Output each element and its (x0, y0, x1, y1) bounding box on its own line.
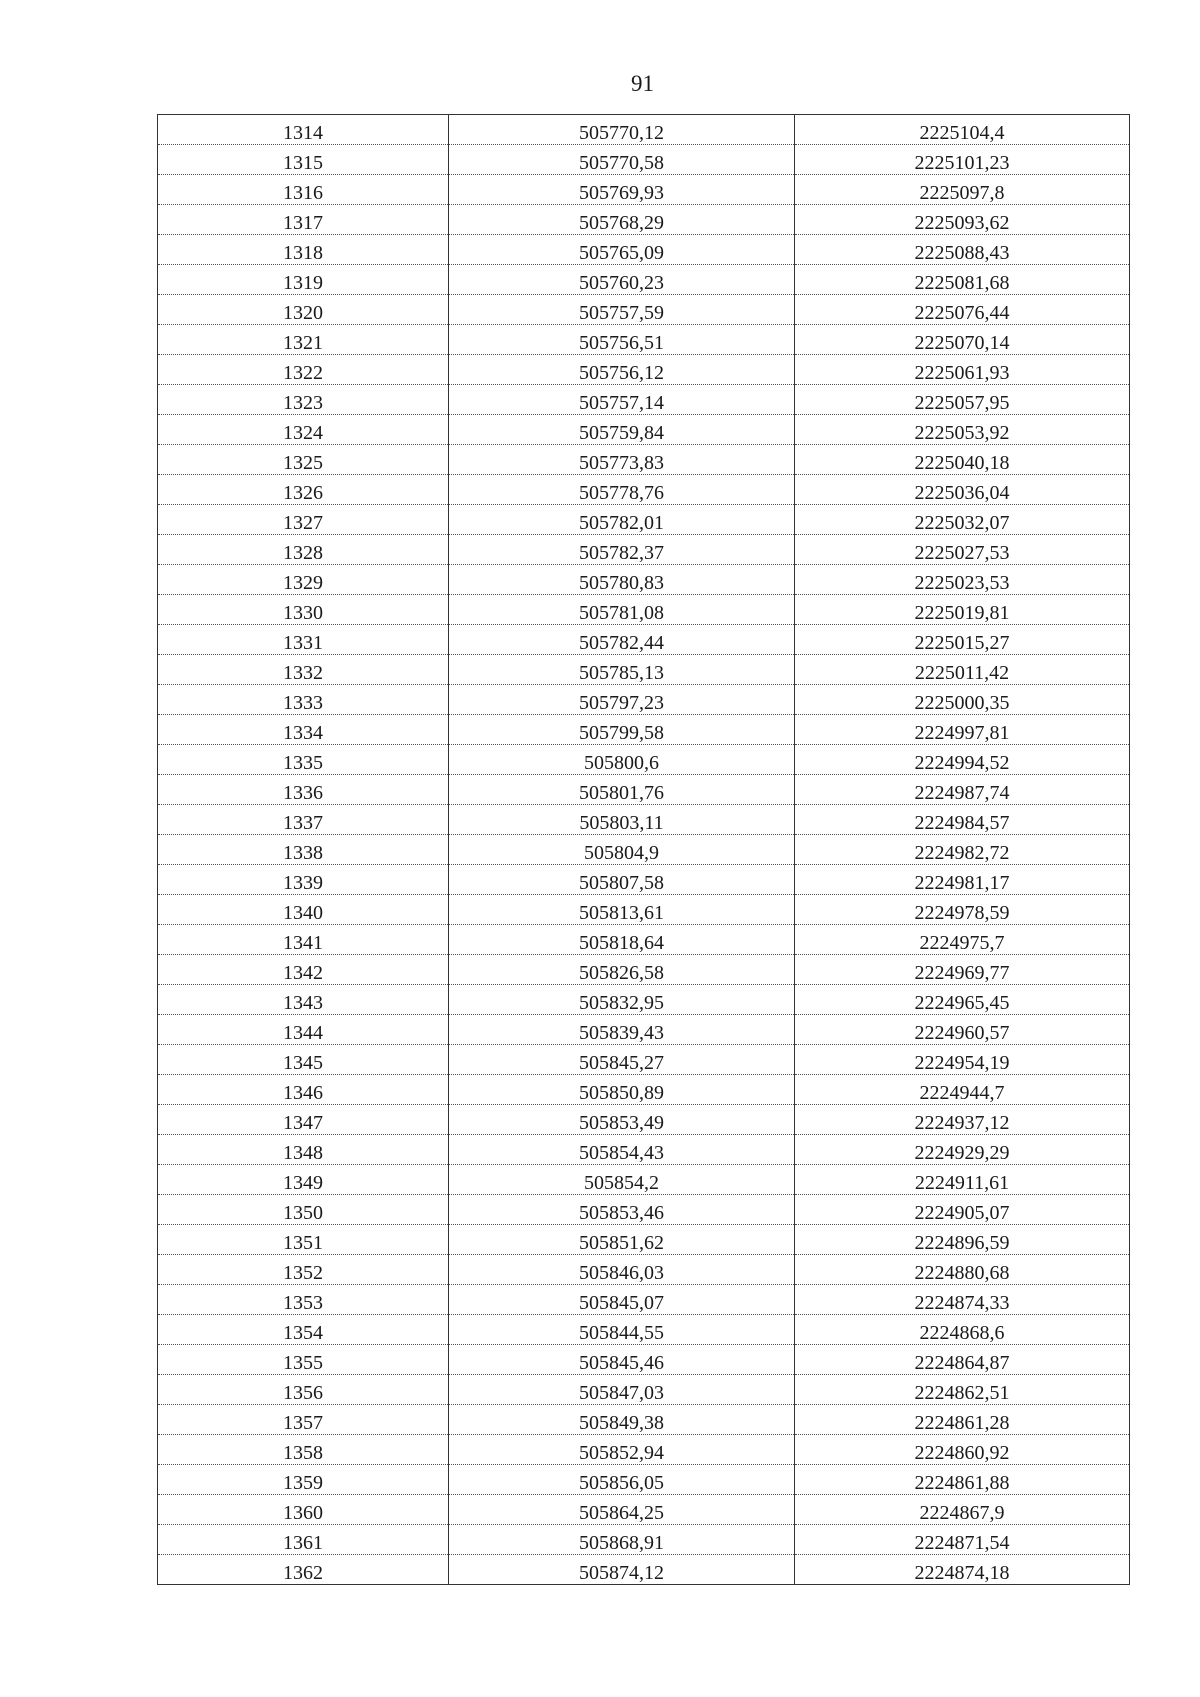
y-coordinate-cell: 2225036,04 (795, 475, 1130, 505)
x-coordinate-cell: 505780,83 (449, 565, 795, 595)
table-row (158, 1045, 1130, 1075)
y-coordinate-cell: 2225019,81 (795, 595, 1130, 625)
x-coordinate-cell: 505854,43 (449, 1135, 795, 1165)
point-number-cell: 1338 (158, 835, 449, 865)
table-row (158, 235, 1130, 265)
point-number-cell: 1352 (158, 1255, 449, 1285)
point-number-cell: 1347 (158, 1105, 449, 1135)
y-coordinate-cell: 2224861,88 (795, 1465, 1130, 1495)
y-coordinate-cell: 2225053,92 (795, 415, 1130, 445)
table-row (158, 115, 1130, 145)
point-number-cell: 1315 (158, 145, 449, 175)
y-coordinate-cell: 2225027,53 (795, 535, 1130, 565)
y-coordinate-cell: 2224896,59 (795, 1225, 1130, 1255)
point-number-cell: 1328 (158, 535, 449, 565)
y-coordinate-cell: 2224867,9 (795, 1495, 1130, 1525)
point-number-cell: 1319 (158, 265, 449, 295)
y-coordinate-cell: 2225097,8 (795, 175, 1130, 205)
table-row (158, 145, 1130, 175)
point-number-cell: 1351 (158, 1225, 449, 1255)
y-coordinate-cell: 2225081,68 (795, 265, 1130, 295)
point-number-cell: 1325 (158, 445, 449, 475)
x-coordinate-cell: 505807,58 (449, 865, 795, 895)
x-coordinate-cell: 505844,55 (449, 1315, 795, 1345)
table-row (158, 1225, 1130, 1255)
point-number-cell: 1322 (158, 355, 449, 385)
point-number-cell: 1345 (158, 1045, 449, 1075)
point-number-cell: 1327 (158, 505, 449, 535)
table-row (158, 1315, 1130, 1345)
y-coordinate-cell: 2224969,77 (795, 955, 1130, 985)
y-coordinate-cell: 2224860,92 (795, 1435, 1130, 1465)
table-row (158, 805, 1130, 835)
table-row (158, 565, 1130, 595)
table-row (158, 1555, 1130, 1585)
table-row (158, 625, 1130, 655)
table-row (158, 715, 1130, 745)
y-coordinate-cell: 2225088,43 (795, 235, 1130, 265)
page-number: 91 (631, 71, 654, 96)
coordinates-table-body (158, 115, 1130, 1585)
point-number-cell: 1350 (158, 1195, 449, 1225)
table-row (158, 775, 1130, 805)
point-number-cell: 1357 (158, 1405, 449, 1435)
x-coordinate-cell: 505845,27 (449, 1045, 795, 1075)
y-coordinate-cell: 2224864,87 (795, 1345, 1130, 1375)
x-coordinate-cell: 505769,93 (449, 175, 795, 205)
point-number-cell: 1343 (158, 985, 449, 1015)
point-number-cell: 1340 (158, 895, 449, 925)
point-number-cell: 1317 (158, 205, 449, 235)
y-coordinate-cell: 2224987,74 (795, 775, 1130, 805)
y-coordinate-cell: 2224954,19 (795, 1045, 1130, 1075)
x-coordinate-cell: 505818,64 (449, 925, 795, 955)
table-row (158, 505, 1130, 535)
point-number-cell: 1342 (158, 955, 449, 985)
y-coordinate-cell: 2224929,29 (795, 1135, 1130, 1165)
y-coordinate-cell: 2224982,72 (795, 835, 1130, 865)
table-row (158, 1075, 1130, 1105)
table-row (158, 1015, 1130, 1045)
point-number-cell: 1359 (158, 1465, 449, 1495)
y-coordinate-cell: 2224994,52 (795, 745, 1130, 775)
y-coordinate-cell: 2224965,45 (795, 985, 1130, 1015)
point-number-cell: 1344 (158, 1015, 449, 1045)
y-coordinate-cell: 2225057,95 (795, 385, 1130, 415)
point-number-cell: 1349 (158, 1165, 449, 1195)
point-number-cell: 1326 (158, 475, 449, 505)
point-number-cell: 1355 (158, 1345, 449, 1375)
table-row (158, 1495, 1130, 1525)
point-number-cell: 1346 (158, 1075, 449, 1105)
point-number-cell: 1341 (158, 925, 449, 955)
table-row (158, 175, 1130, 205)
y-coordinate-cell: 2224984,57 (795, 805, 1130, 835)
table-row (158, 265, 1130, 295)
table-row (158, 415, 1130, 445)
point-number-cell: 1323 (158, 385, 449, 415)
x-coordinate-cell: 505770,12 (449, 115, 795, 145)
table-row (158, 955, 1130, 985)
table-row (158, 355, 1130, 385)
x-coordinate-cell: 505851,62 (449, 1225, 795, 1255)
y-coordinate-cell: 2225032,07 (795, 505, 1130, 535)
point-number-cell: 1356 (158, 1375, 449, 1405)
x-coordinate-cell: 505765,09 (449, 235, 795, 265)
x-coordinate-cell: 505853,49 (449, 1105, 795, 1135)
x-coordinate-cell: 505770,58 (449, 145, 795, 175)
table-row (158, 895, 1130, 925)
y-coordinate-cell: 2225061,93 (795, 355, 1130, 385)
y-coordinate-cell: 2225093,62 (795, 205, 1130, 235)
x-coordinate-cell: 505756,51 (449, 325, 795, 355)
y-coordinate-cell: 2224874,18 (795, 1555, 1130, 1585)
point-number-cell: 1329 (158, 565, 449, 595)
x-coordinate-cell: 505826,58 (449, 955, 795, 985)
point-number-cell: 1324 (158, 415, 449, 445)
table-row (158, 475, 1130, 505)
table-row (158, 1135, 1130, 1165)
point-number-cell: 1333 (158, 685, 449, 715)
table-row (158, 1105, 1130, 1135)
x-coordinate-cell: 505756,12 (449, 355, 795, 385)
table-row (158, 925, 1130, 955)
y-coordinate-cell: 2225070,14 (795, 325, 1130, 355)
x-coordinate-cell: 505845,07 (449, 1285, 795, 1315)
x-coordinate-cell: 505757,14 (449, 385, 795, 415)
y-coordinate-cell: 2224871,54 (795, 1525, 1130, 1555)
point-number-cell: 1334 (158, 715, 449, 745)
x-coordinate-cell: 505782,44 (449, 625, 795, 655)
y-coordinate-cell: 2224868,6 (795, 1315, 1130, 1345)
y-coordinate-cell: 2225011,42 (795, 655, 1130, 685)
y-coordinate-cell: 2224997,81 (795, 715, 1130, 745)
x-coordinate-cell: 505864,25 (449, 1495, 795, 1525)
x-coordinate-cell: 505773,83 (449, 445, 795, 475)
y-coordinate-cell: 2224880,68 (795, 1255, 1130, 1285)
table-row (158, 745, 1130, 775)
point-number-cell: 1332 (158, 655, 449, 685)
point-number-cell: 1336 (158, 775, 449, 805)
point-number-cell: 1330 (158, 595, 449, 625)
y-coordinate-cell: 2225015,27 (795, 625, 1130, 655)
x-coordinate-cell: 505847,03 (449, 1375, 795, 1405)
table-row (158, 985, 1130, 1015)
x-coordinate-cell: 505856,05 (449, 1465, 795, 1495)
table-row (158, 445, 1130, 475)
x-coordinate-cell: 505801,76 (449, 775, 795, 805)
y-coordinate-cell: 2225104,4 (795, 115, 1130, 145)
x-coordinate-cell: 505759,84 (449, 415, 795, 445)
x-coordinate-cell: 505853,46 (449, 1195, 795, 1225)
point-number-cell: 1316 (158, 175, 449, 205)
point-number-cell: 1318 (158, 235, 449, 265)
x-coordinate-cell: 505757,59 (449, 295, 795, 325)
point-number-cell: 1360 (158, 1495, 449, 1525)
point-number-cell: 1321 (158, 325, 449, 355)
y-coordinate-cell: 2224905,07 (795, 1195, 1130, 1225)
table-row (158, 1285, 1130, 1315)
point-number-cell: 1348 (158, 1135, 449, 1165)
x-coordinate-cell: 505852,94 (449, 1435, 795, 1465)
point-number-cell: 1361 (158, 1525, 449, 1555)
table-row (158, 1465, 1130, 1495)
x-coordinate-cell: 505782,01 (449, 505, 795, 535)
x-coordinate-cell: 505874,12 (449, 1555, 795, 1585)
x-coordinate-cell: 505785,13 (449, 655, 795, 685)
point-number-cell: 1335 (158, 745, 449, 775)
table-row (158, 685, 1130, 715)
point-number-cell: 1353 (158, 1285, 449, 1315)
x-coordinate-cell: 505781,08 (449, 595, 795, 625)
x-coordinate-cell: 505868,91 (449, 1525, 795, 1555)
x-coordinate-cell: 505797,23 (449, 685, 795, 715)
table-row (158, 1345, 1130, 1375)
x-coordinate-cell: 505778,76 (449, 475, 795, 505)
x-coordinate-cell: 505846,03 (449, 1255, 795, 1285)
y-coordinate-cell: 2225076,44 (795, 295, 1130, 325)
point-number-cell: 1331 (158, 625, 449, 655)
table-row (158, 595, 1130, 625)
x-coordinate-cell: 505803,11 (449, 805, 795, 835)
table-row (158, 535, 1130, 565)
x-coordinate-cell: 505804,9 (449, 835, 795, 865)
x-coordinate-cell: 505854,2 (449, 1165, 795, 1195)
y-coordinate-cell: 2224911,61 (795, 1165, 1130, 1195)
y-coordinate-cell: 2225023,53 (795, 565, 1130, 595)
table-row (158, 1255, 1130, 1285)
table-row (158, 1195, 1130, 1225)
y-coordinate-cell: 2224862,51 (795, 1375, 1130, 1405)
table-row (158, 1405, 1130, 1435)
x-coordinate-cell: 505849,38 (449, 1405, 795, 1435)
point-number-cell: 1337 (158, 805, 449, 835)
coordinates-table (157, 114, 1130, 1585)
y-coordinate-cell: 2224944,7 (795, 1075, 1130, 1105)
table-row (158, 835, 1130, 865)
point-number-cell: 1362 (158, 1555, 449, 1585)
y-coordinate-cell: 2224981,17 (795, 865, 1130, 895)
point-number-cell: 1354 (158, 1315, 449, 1345)
point-number-cell: 1320 (158, 295, 449, 325)
x-coordinate-cell: 505839,43 (449, 1015, 795, 1045)
y-coordinate-cell: 2225040,18 (795, 445, 1130, 475)
point-number-cell: 1339 (158, 865, 449, 895)
point-number-cell: 1358 (158, 1435, 449, 1465)
y-coordinate-cell: 2224874,33 (795, 1285, 1130, 1315)
x-coordinate-cell: 505813,61 (449, 895, 795, 925)
x-coordinate-cell: 505845,46 (449, 1345, 795, 1375)
table-row (158, 295, 1130, 325)
table-row (158, 865, 1130, 895)
y-coordinate-cell: 2224861,28 (795, 1405, 1130, 1435)
point-number-cell: 1314 (158, 115, 449, 145)
y-coordinate-cell: 2224978,59 (795, 895, 1130, 925)
y-coordinate-cell: 2225000,35 (795, 685, 1130, 715)
x-coordinate-cell: 505760,23 (449, 265, 795, 295)
y-coordinate-cell: 2224937,12 (795, 1105, 1130, 1135)
table-row (158, 325, 1130, 355)
table-row (158, 205, 1130, 235)
x-coordinate-cell: 505850,89 (449, 1075, 795, 1105)
table-row (158, 655, 1130, 685)
table-row (158, 1435, 1130, 1465)
x-coordinate-cell: 505800,6 (449, 745, 795, 775)
y-coordinate-cell: 2224975,7 (795, 925, 1130, 955)
y-coordinate-cell: 2224960,57 (795, 1015, 1130, 1045)
x-coordinate-cell: 505832,95 (449, 985, 795, 1015)
table-row (158, 1165, 1130, 1195)
x-coordinate-cell: 505782,37 (449, 535, 795, 565)
table-row (158, 385, 1130, 415)
table-row (158, 1525, 1130, 1555)
x-coordinate-cell: 505799,58 (449, 715, 795, 745)
y-coordinate-cell: 2225101,23 (795, 145, 1130, 175)
table-row (158, 1375, 1130, 1405)
x-coordinate-cell: 505768,29 (449, 205, 795, 235)
